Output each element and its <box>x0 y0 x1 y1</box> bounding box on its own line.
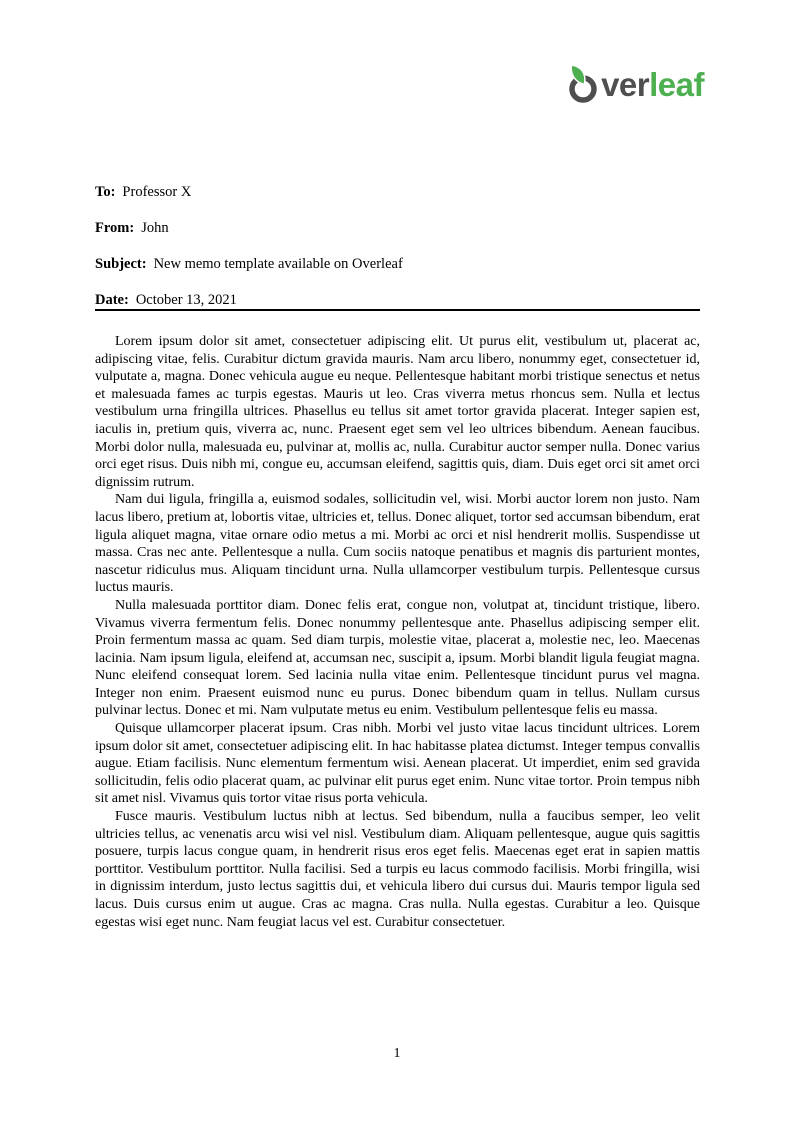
memo-field-subject <box>95 255 700 274</box>
memo-body <box>95 333 700 931</box>
body-paragraph-2: Nam dui ligula, fringilla a, euismod sodales, sollicitudin vel, wisi. Morbi auctor lorem non justo. Nam lacus libero, pretium at, lobortis vitae, ultricies et, tellus. Donec aliquet, tortor sed accumsan bibendum, erat ligula aliquet magna, vitae ornare odio metus a mi. Morbi ac orci et nisl hendrerit mollis. Suspendisse ut massa. Cras nec ante. Pellentesque a nulla. Cum sociis natoque penatibus et magnis dis parturient montes, nascetur ridiculus mus. Aliquam tincidunt urna. Nulla ullamcorper vestibulum turpis. Pellentesque cursus luctus mauris. <box>95 492 700 596</box>
memo-field-label: Date: <box>95 292 129 308</box>
logo-text-leaf: leaf <box>649 66 704 103</box>
memo-field-value: John <box>141 220 169 236</box>
memo-field-from <box>95 219 700 238</box>
memo-header <box>95 183 700 327</box>
divider-rule <box>95 309 700 311</box>
overleaf-o-leaf-icon <box>566 62 600 104</box>
logo-text-over: ver <box>601 66 650 103</box>
page-footer <box>0 1046 794 1062</box>
memo-field-date <box>95 291 700 310</box>
memo-field-value: Professor X <box>122 184 192 200</box>
memo-field-value: New memo template available on Overleaf <box>153 256 403 272</box>
overleaf-logo <box>566 62 704 104</box>
memo-field-label: From: <box>95 220 135 236</box>
memo-field-value: October 13, 2021 <box>135 292 237 308</box>
body-paragraph-1: Lorem ipsum dolor sit amet, consectetuer adipiscing elit. Ut purus elit, vestibulum ut, placerat ac, adipiscing vitae, felis. Curabitur dictum gravida mauris. Nam arcu libero, nonummy eget, consectetuer id, vulputate a, magna. Donec vehicula augue eu neque. Pellentesque habitant morbi tristique senectus et netus et malesuada fames ac turpis egestas. Mauris ut leo. Cras viverra metus rhoncus sem. Nulla et lectus vestibulum urna fringilla ultrices. Phasellus eu tellus sit amet tortor gravida placerat. Integer sapien est, iaculis in, pretium quis, viverra ac, nunc. Praesent eget sem vel leo ultrices bibendum. Aenean faucibus. Morbi dolor nulla, malesuada eu, pulvinar at, mollis ac, nulla. Curabitur auctor semper nulla. Donec varius orci eget risus. Duis nibh mi, congue eu, accumsan eleifend, sagittis quis, diam. Duis eget orci sit amet orci dignissim rutrum. <box>95 334 700 490</box>
body-paragraph-3: Nulla malesuada porttitor diam. Donec felis erat, congue non, volutpat at, tincidunt tristique, libero. Vivamus viverra fermentum felis. Donec nonummy pellentesque ante. Phasellus adipiscing semper elit. Proin fermentum massa ac quam. Sed diam turpis, molestie vitae, placerat a, molestie nec, leo. Maecenas lacinia. Nam ipsum ligula, eleifend at, accumsan nec, suscipit a, ipsum. Morbi blandit ligula feugiat magna. Nunc eleifend consequat lorem. Sed lacinia nulla vitae enim. Pellentesque tincidunt purus vel magna. Integer non enim. Praesent euismod nunc eu purus. Donec bibendum quam in tellus. Nullam cursus pulvinar lectus. Donec et mi. Nam vulputate metus eu enim. Vestibulum pellentesque felis eu massa. <box>95 597 700 719</box>
memo-field-label: To: <box>95 184 116 200</box>
page-number: 1 <box>393 1046 401 1061</box>
memo-field-to <box>95 183 700 202</box>
memo-field-label: Subject: <box>95 256 147 272</box>
body-paragraph-4: Quisque ullamcorper placerat ipsum. Cras nibh. Morbi vel justo vitae lacus tincidunt ultrices. Lorem ipsum dolor sit amet, consectetuer adipiscing elit. In hac habitasse platea dictumst. Integer tempus convallis augue. Etiam facilisis. Nunc elementum fermentum wisi. Aenean placerat. Ut imperdiet, enim sed gravida sollicitudin, felis odio placerat quam, ac pulvinar elit purus eget enim. Nunc vitae tortor. Proin tempus nibh sit amet nisl. Vivamus quis tortor vitae risus porta vehicula. <box>95 721 700 807</box>
body-paragraph-5: Fusce mauris. Vestibulum luctus nibh at lectus. Sed bibendum, nulla a faucibus semper, leo velit ultricies tellus, ac venenatis arcu wisi vel nisl. Vestibulum diam. Aliquam pellentesque, augue quis sagittis posuere, turpis lacus congue quam, in hendrerit risus eros eget felis. Maecenas eget erat in sapien mattis porttitor. Vestibulum porttitor. Nulla facilisi. Sed a turpis eu lacus commodo facilisis. Morbi fringilla, wisi in dignissim interdum, justo lectus sagittis dui, et vehicula libero dui cursus dui. Mauris tempor ligula sed lacus. Duis cursus enim ut augue. Cras ac magna. Cras nulla. Nulla egestas. Curabitur a leo. Quisque egestas wisi eget nunc. Nam feugiat lacus vel est. Curabitur consectetuer. <box>95 809 700 930</box>
